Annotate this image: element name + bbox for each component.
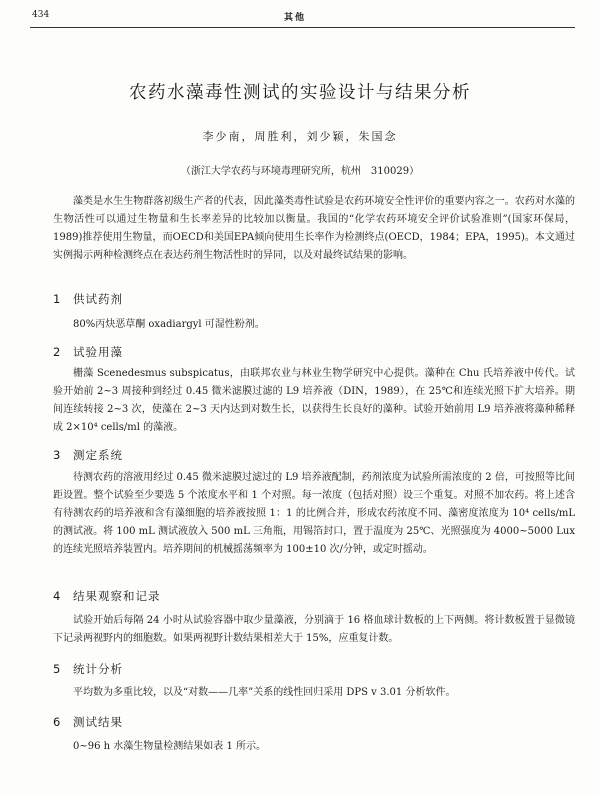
section-heading xyxy=(53,714,123,730)
section-heading xyxy=(53,447,123,463)
affiliation: （浙江大学农药与环境毒理研究所，杭州 310029） xyxy=(180,166,420,177)
section-number: 1 xyxy=(53,292,62,306)
section-number: 4 xyxy=(53,589,62,603)
running-header xyxy=(0,10,600,24)
paper-title: 农药水藻毒性测试的实验设计与结果分析 xyxy=(129,83,471,103)
body-paragraph: 试验开始后每隔 24 小时从试验容器中取少量藻液，分别滴于 16 格血球计数板的上下两侧。将计数板置于显微镜下记录两视野内的细胞数。如果两视野计数结果相差大于 15%，应重复计数。 xyxy=(53,615,575,644)
section-title: 测定系统 xyxy=(73,448,123,462)
body-paragraph: 待测农药的溶液用经过 0.45 微米滤膜过滤过的 L9 培养液配制，药剂浓度为试验所需浓度的 2 倍，可按照等比间距设置。整个试验至少要选 5 个浓度水平和 1 个对照。每一浓度（包括对照）设三个重复。对照不加农药。将上述含有待测农药的培养液和含有藻细胞的培养液按照 1：1 的比例合并，形成农药浓度不同、藻密度浓度为 10⁴ cells/mL 的测试液。将 100 mL 测试液放入 500 mL 三角瓶，用锡箔封口，置于温度为 25℃、光照强度为 4000~5000 Lux 的连续光照培养装置内。培养期间的机械摇荡频率为 100±10 次/分钟，或定时摇动。 xyxy=(53,472,575,555)
section-title: 结果观察和记录 xyxy=(73,589,161,603)
abstract-paragraph: 藻类是水生生物群落初级生产者的代表，因此藻类毒性试验是农药环境安全性评价的重要内容之一。农药对水藻的生物活性可以通过生物量和生长率差异的比较加以衡量。我国的“化学农药环境安全评价试验准则”(国家环保局，1989)推荐使用生物量，而OECD和美国EPA倾向使用生长率作为检测终点(OECD，1984；EPA，1995)。本文通过实例揭示两种检测终点在表达药剂生物活性时的异同，以及对最终试结果的影响。 xyxy=(53,196,575,261)
body-paragraph: 平均数为多重比较，以及“对数——几率”关系的线性回归采用 DPS v 3.01 分析软件。 xyxy=(73,687,456,698)
section-heading xyxy=(53,588,161,604)
section-number: 2 xyxy=(53,345,62,359)
journal-name: 其他 xyxy=(284,13,307,23)
page-number: 434 xyxy=(32,10,50,20)
header-rule xyxy=(30,27,575,28)
section-number: 6 xyxy=(53,715,62,729)
section-number: 5 xyxy=(53,662,62,676)
section-title: 测试结果 xyxy=(73,715,123,729)
section-title: 统计分析 xyxy=(73,662,123,676)
section-number: 3 xyxy=(53,448,62,462)
section-heading xyxy=(53,291,123,307)
author-list: 李少南，周胜利，刘少颖，朱国念 xyxy=(202,130,398,143)
section-title: 试验用藻 xyxy=(73,345,123,359)
section-title: 供试药剂 xyxy=(73,292,123,306)
body-paragraph: 0~96 h 水藻生物量检测结果如表 1 所示。 xyxy=(73,741,266,752)
section-heading xyxy=(53,661,123,677)
body-paragraph: 80%丙炔恶草酮 oxadiargyl 可湿性粉剂。 xyxy=(73,319,265,330)
section-heading xyxy=(53,344,123,360)
body-paragraph: 栅藻 Scenedesmus subspicatus，由联邦农业与林业生物学研究中心提供。藻种在 Chu 氏培养液中传代。试验开始前 2~3 周接种到经过 0.45 微米滤膜过滤的 L9 培养液（DIN，1989），在 25℃和连续光照下扩大培养。期间连续转接 2~3 次，使藻在 2~3 天内达到对数生长，以获得生长良好的藻种。试验开始前用 L9 培养液将藻种稀释成 2×10⁴ cells/ml 的藻液。 xyxy=(53,368,575,433)
